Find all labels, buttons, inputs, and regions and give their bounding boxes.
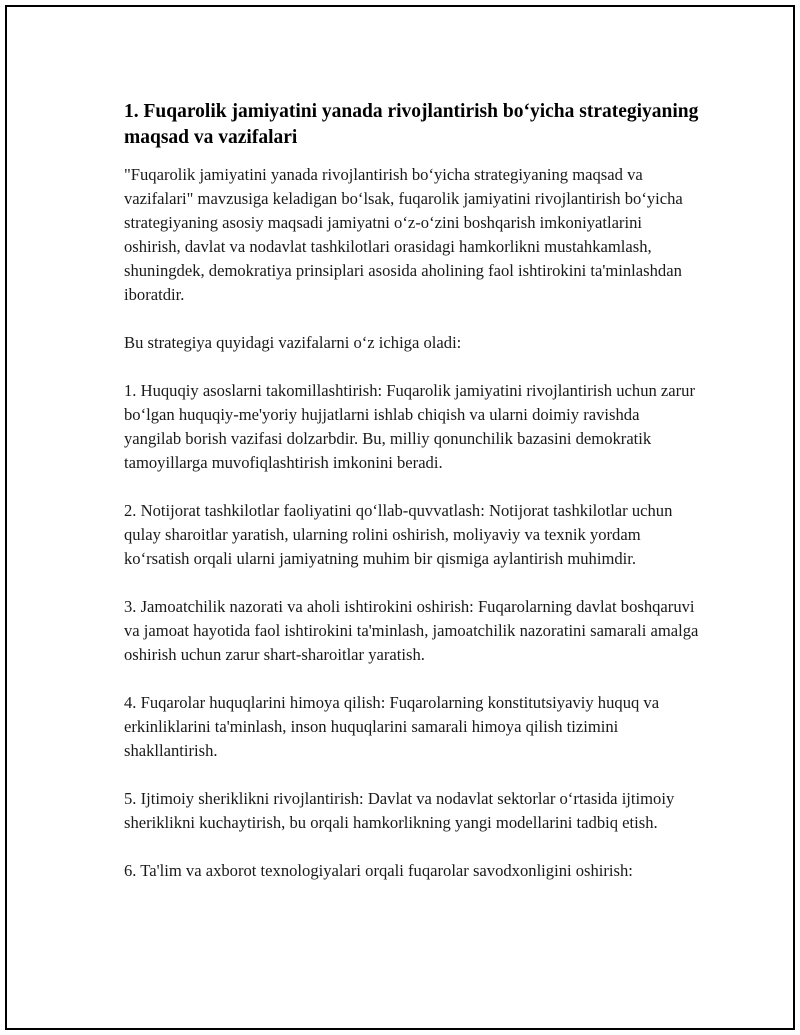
task-item-1: 1. Huquqiy asoslarni takomillashtirish: Fuqarolik jamiyatini rivojlantirish uchun zarur bo‘lgan huquqiy-me'yoriy hujjatlarni ishlab chiqish va ularni doimiy ravishda yangilab borish vazifasi dolzarbdir. Bu, milliy qonunchilik bazasini demokratik tamoyillarga muvofiqlashtirish imkonini beradi. bbox=[124, 381, 696, 472]
task-item-3: 3. Jamoatchilik nazorati va aholi ishtirokini oshirish: Fuqarolarning davlat boshqaruvi va jamoat hayotida faol ishtirokini ta'minlash, jamoatchilik nazoratini samarali amalga oshirish uchun zarur shart-sharoitlar yaratish. bbox=[124, 597, 699, 664]
document-heading: 1. Fuqarolik jamiyatini yanada rivojlantirish bo‘yicha strategiyaning maqsad va vazifalari bbox=[124, 101, 699, 148]
document-body bbox=[120, 99, 700, 907]
tasks-intro-paragraph: Bu strategiya quyidagi vazifalarni o‘z ichiga oladi: bbox=[124, 333, 462, 352]
task-item-4: 4. Fuqarolar huquqlarini himoya qilish: Fuqarolarning konstitutsiyaviy huquq va erkinliklarini ta'minlash, inson huquqlarini samarali himoya qilish tizimini shakllantirish. bbox=[124, 693, 660, 760]
intro-paragraph: "Fuqarolik jamiyatini yanada rivojlantirish bo‘yicha strategiyaning maqsad va vazifalari" mavzusiga keladigan bo‘lsak, fuqarolik jamiyatini rivojlantirish bo‘yicha strategiyaning asosiy maqsadi jamiyatni o‘z-o‘zini boshqarish imkoniyatlarini oshirish, davlat va nodavlat tashkilotlari orasidagi hamkorlikni mustahkamlash, shuningdek, demokratiya prinsiplari asosida aholining faol ishtirokini ta'minlashdan iboratdir. bbox=[124, 165, 683, 304]
page-frame bbox=[5, 5, 795, 1030]
task-item-2: 2. Notijorat tashkilotlar faoliyatini qo‘llab-quvvatlash: Notijorat tashkilotlar uchun qulay sharoitlar yaratish, ularning rolini oshirish, moliyaviy va texnik yordam ko‘rsatish orqali ularni jamiyatning muhim bir qismiga aylantirish muhimdir. bbox=[124, 501, 673, 568]
task-item-6: 6. Ta'lim va axborot texnologiyalari orqali fuqarolar savodxonligini oshirish: bbox=[124, 861, 633, 880]
task-item-5: 5. Ijtimoiy sheriklikni rivojlantirish: Davlat va nodavlat sektorlar o‘rtasida ijtimoiy sheriklikni kuchaytirish, bu orqali hamkorlikning yangi modellarini tadbiq etish. bbox=[124, 789, 675, 832]
